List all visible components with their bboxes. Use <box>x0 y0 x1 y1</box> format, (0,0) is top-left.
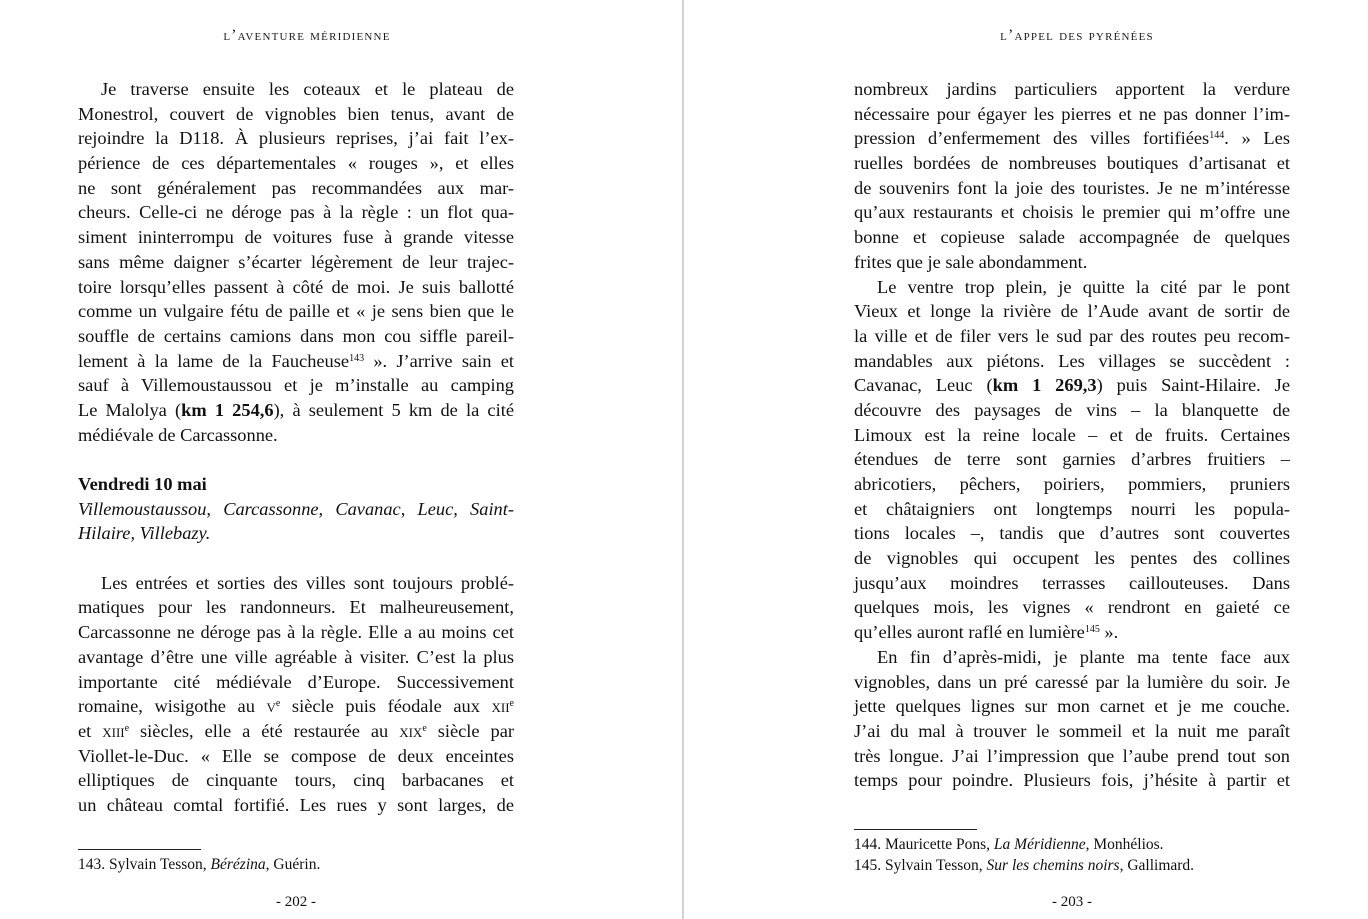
text-line: bonne et copieuse salade accompagnée de quelques <box>854 227 1290 248</box>
book-title: Bérézina <box>210 856 266 873</box>
footnote-rule <box>854 829 977 830</box>
text-line: tions locales –, tandis que d’autres sont couvertes <box>854 523 1290 544</box>
text-line: comme un vulgaire fétu de paille et « je sens bien que le <box>78 301 514 322</box>
text-line: jette quelques lignes sur mon carnet et je me couche. <box>854 696 1290 717</box>
page-number-left: - 202 - <box>276 894 316 910</box>
ordinal-suffix: e <box>422 722 427 734</box>
text-run: ) puis Saint-Hilaire. Je <box>1096 375 1290 396</box>
blank-line <box>78 447 514 472</box>
text-line: un château comtal fortifié. Les rues y sont larges, de <box>78 794 514 815</box>
text-line: et châtaigniers ont longtemps nourri les popula- <box>854 498 1290 519</box>
text-line: Les entrées et sorties des villes sont toujours problé- <box>101 572 514 593</box>
text-run: 143. Sylvain Tesson, <box>78 856 211 873</box>
text-line: importante cité médiévale d’Europe. Successivement <box>78 671 514 692</box>
text-line: nécessaire pour égayer les pierres et ne pas donner l’im- <box>854 103 1290 124</box>
text-line: ruelles bordées de nombreuses boutiques d’artisanat et <box>854 153 1290 174</box>
text-line: médiévale de Carcassonne. <box>78 424 278 445</box>
text-line: étendues de terre sont garnies d’arbres fruitiers – <box>854 449 1290 470</box>
kilometer-marker: km 1 269,3 <box>992 375 1097 396</box>
text-line: la ville et de filer vers le sud par des routes peu recom- <box>854 325 1290 346</box>
text-line: abricotiers, pêchers, poiriers, pommiers, pruniers <box>854 474 1290 494</box>
right-body-text <box>854 77 1290 793</box>
text-line: Le ventre trop plein, je quitte la cité par le pont <box>877 276 1290 297</box>
text-run: . » Les <box>1224 128 1290 149</box>
text-run: qu’elles auront raflé en lumière <box>854 622 1085 643</box>
text-run: ». J’arrive sain et <box>364 350 514 371</box>
text-line: périence de ces départementales « rouges », et elles <box>78 153 514 174</box>
footnote-143 <box>78 854 320 875</box>
text-run: ». <box>1099 622 1119 643</box>
text-line: frites que je sale abondamment. <box>854 251 1088 272</box>
day-heading: Vendredi 10 mai <box>78 474 207 494</box>
text-line: Monestrol, couvert de vignobles bien tenus, avant de <box>78 103 514 124</box>
book-title: Sur les chemins noirs <box>986 857 1120 874</box>
running-head-left: l’aventure méridienne <box>223 27 391 44</box>
text-line: très longue. J’ai l’impression que l’aube prend tout son <box>854 745 1290 766</box>
text-run: Cavanac, Leuc ( <box>854 375 993 396</box>
itinerary-line: Hilaire, Villebazy. <box>78 523 211 544</box>
roman-numeral: xix <box>399 720 423 741</box>
text-line <box>78 719 514 744</box>
text-line <box>78 694 514 719</box>
text-line <box>78 398 514 423</box>
text-line: quelques mois, les vignes « rendront en gaieté ce <box>854 597 1290 618</box>
running-head-right: l’appel des pyrénées <box>1000 27 1154 44</box>
text-run: 144. Mauricette Pons, <box>854 836 994 853</box>
text-line: découvre des paysages de vins – la blanquette de <box>854 399 1290 420</box>
text-run: pression d’enfermement des villes fortifiées <box>854 128 1210 149</box>
text-line: Carcassonne ne déroge pas à la règle. Elle a au moins cet <box>78 622 514 643</box>
text-line: qu’aux restaurants et choisis le premier qui m’offre une <box>854 202 1290 223</box>
text-run: siècles, elle a été restaurée au <box>129 720 400 741</box>
ordinal-suffix: e <box>275 698 281 710</box>
text-line: Viollet-le-Duc. « Elle se compose de deux enceintes <box>78 745 514 766</box>
text-run: , Gallimard. <box>1119 857 1195 874</box>
ordinal-suffix: e <box>124 722 130 734</box>
blank-line <box>78 546 514 571</box>
left-page <box>0 0 682 919</box>
footnote-ref-144[interactable]: 144 <box>1209 130 1225 142</box>
footnote-rule <box>78 849 201 850</box>
text-line: sauf à Villemoustaussou et je m’installe au camping <box>78 375 514 396</box>
text-line: toire lorsqu’elles passent à côté de moi. Je suis ballotté <box>78 276 514 297</box>
footnotes-right <box>854 834 1194 876</box>
text-line: temps pour poindre. Plusieurs fois, j’hésite à partir et <box>854 770 1290 791</box>
text-line: J’ai du mal à trouver le sommeil et la nuit me paraît <box>854 720 1290 741</box>
text-run: 145. Sylvain Tesson, <box>854 857 987 874</box>
text-line <box>854 126 1290 151</box>
text-line: Je traverse ensuite les coteaux et le plateau de <box>101 79 514 99</box>
footnote-ref-145[interactable]: 145 <box>1084 624 1100 636</box>
text-line: avantage d’être une ville agréable à visiter. C’est la plus <box>78 646 514 667</box>
text-line: nombreux jardins particuliers apportent la verdure <box>854 79 1290 99</box>
text-line: elliptiques de cinquante tours, cinq barbacanes et <box>78 770 514 791</box>
text-run: ), à seulement 5 km de la cité <box>273 399 514 420</box>
footnote-144 <box>854 834 1194 855</box>
page-number-right: - 203 - <box>1052 894 1092 910</box>
text-line <box>854 620 1290 645</box>
text-line: cheurs. Celle-ci ne déroge pas à la règle : un flot qua- <box>78 202 514 223</box>
roman-numeral: xiii <box>102 720 125 741</box>
roman-numeral: v <box>266 696 276 717</box>
text-run: lement à la lame de la Faucheuse <box>78 350 350 371</box>
text-run: Le Malolya ( <box>78 399 182 420</box>
text-run: , Guérin. <box>265 856 321 873</box>
text-line: ne sont généralement pas recommandées aux mar- <box>78 177 514 198</box>
text-line: de souvenirs font la joie des touristes. Je ne m’intéresse <box>854 177 1290 198</box>
text-line: jusqu’aux moindres terrasses caillouteuses. Dans <box>854 572 1290 593</box>
text-line <box>78 349 514 374</box>
footnote-145 <box>854 855 1194 876</box>
right-page <box>684 0 1368 919</box>
text-run: et <box>78 720 103 741</box>
text-line: de vignobles qui occupent les pentes des collines <box>854 548 1290 569</box>
text-run: siècle par <box>426 720 515 741</box>
footnotes-left <box>78 854 320 875</box>
text-line <box>854 373 1290 398</box>
text-line: vignobles, dans un pré caressé par la lumière du soir. Je <box>854 671 1290 692</box>
text-run: romaine, wisigothe au <box>78 696 267 717</box>
book-title: La Méridienne <box>993 836 1086 853</box>
text-line: sans même daigner s’écarter légèrement de leur trajec- <box>78 251 514 272</box>
text-line: siment ininterrompu de voitures fuse à grande vitesse <box>78 227 514 248</box>
roman-numeral: xii <box>491 696 510 717</box>
footnote-ref-143[interactable]: 143 <box>349 352 365 364</box>
text-line: matiques pour les randonneurs. Et malheureusement, <box>78 597 514 618</box>
text-run: , Monhélios. <box>1085 836 1164 853</box>
text-line: Limoux est la reine locale – et de fruits. Certaines <box>854 424 1290 445</box>
text-line: rejoindre la D118. À plusieurs reprises, j’ai fait l’ex- <box>78 128 514 149</box>
text-line: En fin d’après-midi, je plante ma tente face aux <box>877 646 1290 667</box>
text-line: Vieux et longe la rivière de l’Aude avant de sortir de <box>854 301 1290 322</box>
text-line: mandables aux piétons. Les villages se succèdent : <box>854 350 1290 371</box>
kilometer-marker: km 1 254,6 <box>181 399 274 420</box>
ordinal-suffix: e <box>509 698 514 710</box>
text-run: siècle puis féodale aux <box>280 696 492 717</box>
text-line: souffle de certains camions dans mon cou siffle pareil- <box>78 325 514 346</box>
left-body-text <box>78 77 514 818</box>
itinerary-line: Villemoustaussou, Carcassonne, Cavanac, Leuc, Saint- <box>78 498 514 519</box>
